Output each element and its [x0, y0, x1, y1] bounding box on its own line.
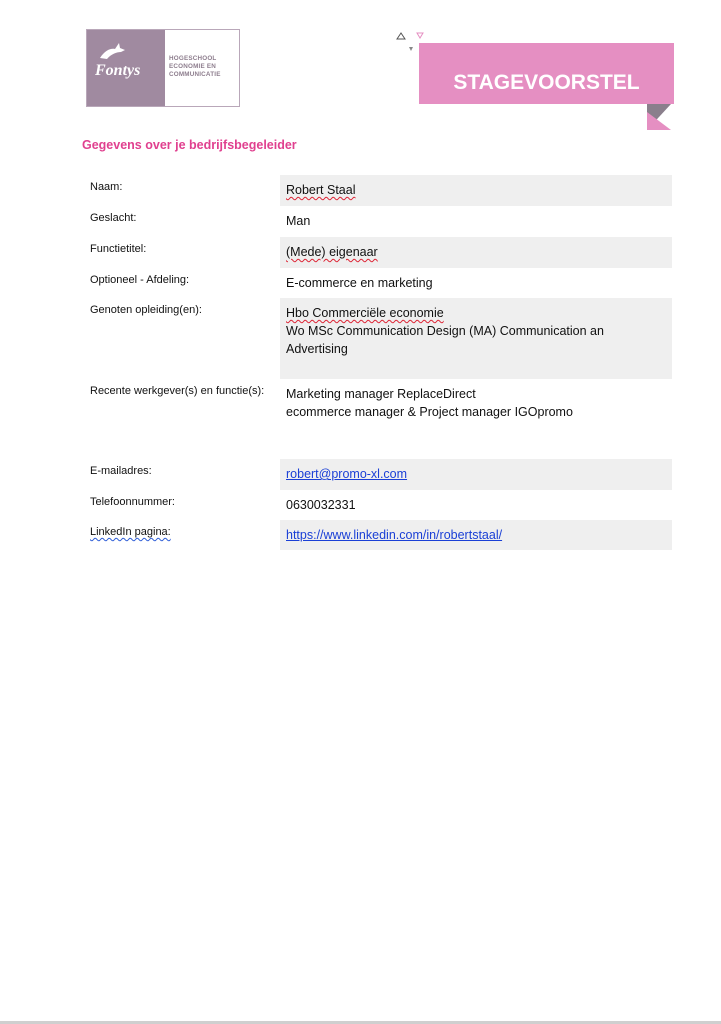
field-value [280, 298, 672, 379]
table-row [82, 490, 672, 520]
function-title-value: (Mede) eigenaar [286, 245, 378, 259]
email-link[interactable]: robert@promo-xl.com [286, 467, 408, 481]
logo-mark-block [87, 30, 165, 106]
name-value: Robert Staal [286, 183, 356, 197]
horse-icon [97, 40, 127, 62]
field-value [280, 175, 672, 206]
education-line: Hbo Commerciële economie [286, 306, 444, 320]
gender-value: Man [286, 214, 311, 228]
table-row [82, 268, 672, 298]
department-value: E-commerce en marketing [286, 276, 433, 290]
table-row [82, 298, 672, 379]
table-row [82, 379, 672, 459]
fontys-logo [86, 29, 240, 107]
field-label: E-mailadres: [90, 465, 152, 477]
field-value [280, 237, 672, 268]
table-row [82, 459, 672, 490]
logo-subtitle [169, 55, 221, 79]
table-row [82, 237, 672, 268]
logo-line: ECONOMIE EN [169, 63, 216, 70]
field-value [280, 206, 672, 237]
education-line: Wo MSc Communication Design (MA) Communication an Advertising [286, 324, 604, 356]
logo-wordmark: Fontys [95, 62, 141, 79]
table-row [82, 206, 672, 237]
field-value [280, 520, 672, 550]
field-value [280, 459, 672, 490]
field-label: Telefoonnummer: [90, 496, 175, 508]
field-label: Genoten opleiding(en): [90, 304, 202, 316]
employer-line: Marketing manager ReplaceDirect [286, 387, 476, 401]
section-title: Gegevens over je bedrijfsbegeleider [82, 138, 297, 152]
table-row [82, 520, 672, 550]
field-label: LinkedIn pagina: [90, 526, 171, 538]
field-label: Naam: [90, 181, 123, 193]
linkedin-link[interactable]: https://www.linkedin.com/in/robertstaal/ [286, 528, 503, 542]
field-label: Optioneel - Afdeling: [90, 274, 190, 286]
title-banner [419, 43, 674, 104]
field-label: Geslacht: [90, 212, 137, 224]
field-value [280, 268, 672, 298]
employer-line: ecommerce manager & Project manager IGOpromo [286, 405, 573, 419]
logo-line: COMMUNICATIE [169, 71, 221, 78]
table-row [82, 175, 672, 206]
logo-line: HOGESCHOOL [169, 55, 217, 62]
phone-value: 0630032331 [286, 498, 356, 512]
field-value [280, 490, 672, 520]
banner-title: STAGEVOORSTEL [453, 71, 640, 94]
field-label: Recente werkgever(s) en functie(s): [90, 385, 265, 397]
field-value [280, 379, 672, 459]
field-label: Functietitel: [90, 243, 147, 255]
banner-fold-icon [647, 104, 671, 130]
